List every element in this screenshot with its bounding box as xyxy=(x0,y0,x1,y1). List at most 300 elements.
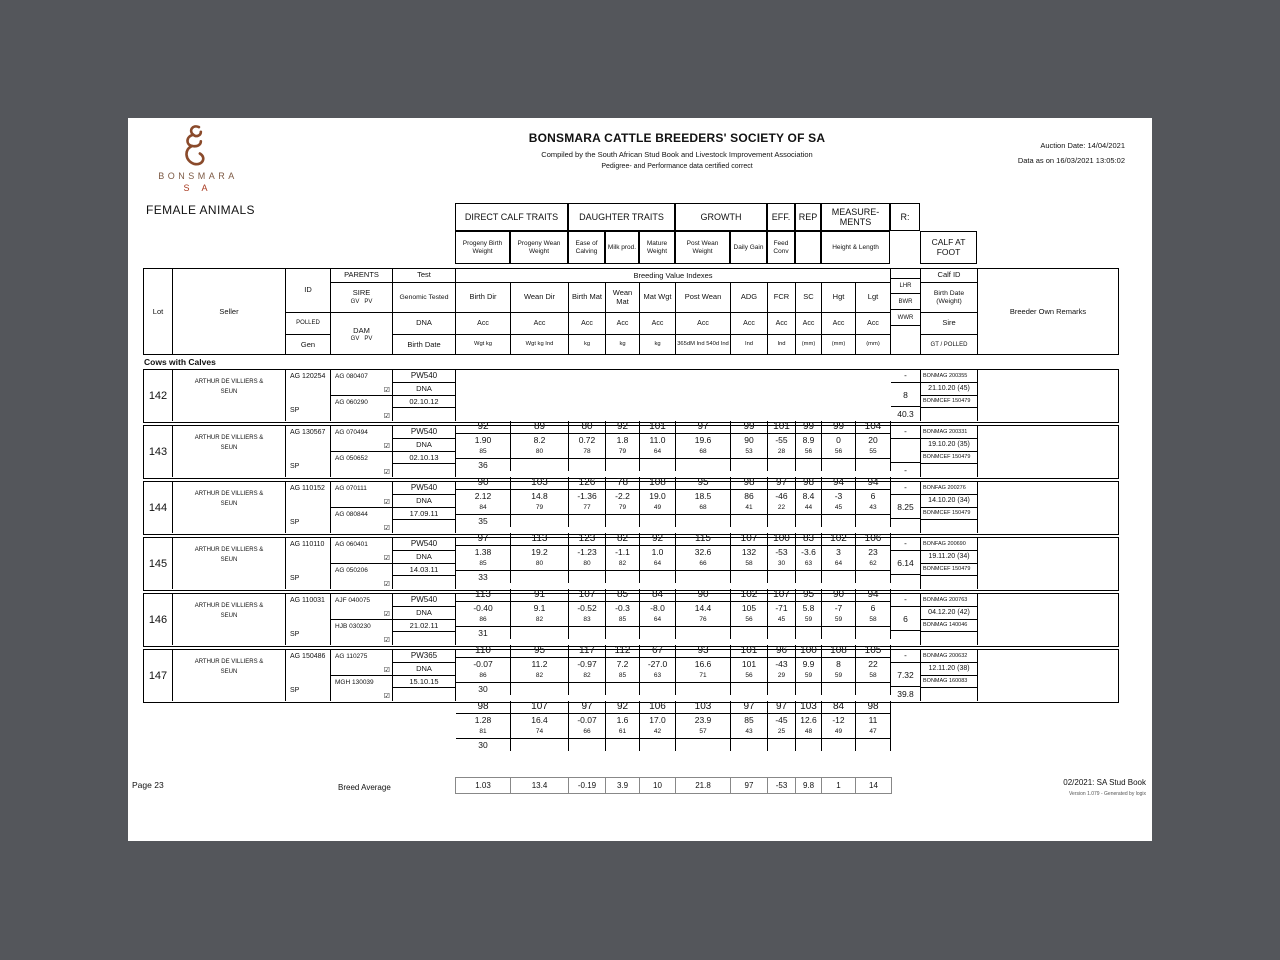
group-label: Cows with Calves xyxy=(144,357,216,367)
index-value: 100 xyxy=(796,645,821,658)
seller-name: ARTHUR DE VILLIERS & SEUN xyxy=(173,426,286,477)
breeding-value: 105 xyxy=(741,603,757,613)
bwr-value: 8.25 xyxy=(891,495,920,519)
weight-kg-value xyxy=(569,627,605,639)
bv-data-column xyxy=(676,589,731,639)
calf-sire-value: BONMCEF 150479 xyxy=(921,396,977,408)
accuracy-value: 66 xyxy=(676,559,730,571)
genomic-tested-label: Genomic Tested xyxy=(393,283,455,313)
calf-id-value: BONMAG 200763 xyxy=(921,594,977,607)
subgroup-progeny-wean-weight: Progeny Wean Weight xyxy=(510,231,568,264)
bv-data-column xyxy=(456,477,511,527)
bv-data-column xyxy=(676,645,731,695)
breed-average-value: 1 xyxy=(822,778,856,793)
accuracy-value: 77 xyxy=(569,503,605,515)
weight-kg-value: 30 xyxy=(478,684,488,694)
index-value: 98 xyxy=(731,477,767,490)
breeding-value: -45 xyxy=(775,715,788,725)
bv-column-name: Wean Mat xyxy=(606,283,639,313)
bv-data-column xyxy=(822,533,856,583)
accuracy-value: 47 xyxy=(856,727,890,739)
bv-column-name: FCR xyxy=(768,283,795,313)
calf-birth-weight: 04.12.20 (42) xyxy=(921,607,977,620)
breeding-value: 6 xyxy=(870,603,876,613)
accuracy-value: 55 xyxy=(856,447,890,459)
index-value: 100 xyxy=(768,533,795,546)
bv-data-column xyxy=(796,645,822,695)
index-value: 98 xyxy=(456,701,510,714)
breeding-value: -43 xyxy=(775,659,788,669)
breed-average-value: 1.03 xyxy=(456,778,511,793)
bv-data-column xyxy=(822,701,856,751)
dam-id-cell xyxy=(331,396,392,422)
bv-data-column xyxy=(796,477,822,527)
test-cell xyxy=(393,482,456,533)
index-value: 94 xyxy=(856,477,890,490)
bv-data-column xyxy=(569,701,606,751)
index-value: 99 xyxy=(796,421,821,434)
col-header-parents xyxy=(331,269,393,354)
index-value: 102 xyxy=(822,533,855,546)
weight-kg-value xyxy=(569,459,605,471)
test-cell-spacer xyxy=(393,632,455,645)
certified-note: Pedigree- and Performance data certified correct xyxy=(601,163,753,170)
dam-id-cell xyxy=(331,452,392,478)
bv-data-column xyxy=(676,533,731,583)
bv-column-header xyxy=(822,283,856,354)
wwr-value xyxy=(891,519,920,533)
accuracy-value: 68 xyxy=(676,503,730,515)
bv-data-column xyxy=(822,589,856,639)
index-value: 97 xyxy=(569,701,605,714)
sire-id: AG 110275 xyxy=(335,653,368,660)
col-header-ratios xyxy=(891,269,921,354)
seller-name: ARTHUR DE VILLIERS & SEUN xyxy=(173,370,286,421)
wwr-value xyxy=(891,575,920,589)
breeder-remarks xyxy=(978,650,1118,701)
animal-birth-date: 02.10.13 xyxy=(393,452,455,464)
id-label: ID xyxy=(286,269,330,313)
breeding-value: 16.4 xyxy=(531,715,548,725)
index-value: 90 xyxy=(456,477,510,490)
bv-column-header xyxy=(456,283,511,354)
col-header-calf xyxy=(921,269,978,354)
bv-column-header xyxy=(856,283,891,354)
index-value: 92 xyxy=(606,421,639,434)
breeding-value: 7.2 xyxy=(616,659,629,669)
accuracy-value: 64 xyxy=(822,559,855,571)
calf-birth-weight: 19.10.20 (35) xyxy=(921,439,977,452)
weight-kg-value xyxy=(569,739,605,751)
index-value: 90 xyxy=(676,589,730,602)
bv-data-column xyxy=(640,589,676,639)
bv-data-column xyxy=(511,701,569,751)
bv-data-column xyxy=(731,421,768,471)
bv-data-column xyxy=(822,477,856,527)
weight-kg-value xyxy=(731,683,767,695)
index-value: 99 xyxy=(822,421,855,434)
bv-data-column xyxy=(731,701,768,751)
gv-checkbox-icon: ☑ xyxy=(383,581,390,588)
accuracy-value: 79 xyxy=(606,503,639,515)
test-type: PW540 xyxy=(393,538,455,551)
bv-data-column xyxy=(456,421,511,471)
bv-data-column xyxy=(796,421,822,471)
weight-kg-value xyxy=(796,459,821,471)
lot-number: 145 xyxy=(144,538,173,589)
dam-gv-pv-label: GV PV xyxy=(350,335,373,342)
bv-acc-label: Acc xyxy=(640,313,675,335)
polled-status: SP xyxy=(290,631,300,638)
breeding-value: 0.72 xyxy=(578,435,596,445)
calf-cell-spacer xyxy=(921,464,977,477)
weight-kg-value xyxy=(796,571,821,583)
ratio-cell xyxy=(891,538,921,589)
wwr-value: - xyxy=(904,465,907,475)
col-header-seller: Seller xyxy=(173,269,286,354)
bv-data-column xyxy=(856,701,891,751)
accuracy-value: 43 xyxy=(731,727,767,739)
index-value: 90 xyxy=(822,589,855,602)
test-cell-spacer xyxy=(393,464,455,477)
weight-kg-value xyxy=(822,739,855,751)
accuracy-value: 30 xyxy=(768,559,795,571)
accuracy-value: 59 xyxy=(796,671,821,683)
accuracy-value: 82 xyxy=(511,615,568,627)
bv-data-column xyxy=(606,477,640,527)
breeding-value: -0.07 xyxy=(577,715,597,725)
bv-data-column xyxy=(856,477,891,527)
weight-kg-value xyxy=(856,739,890,751)
col-header-lot: Lot xyxy=(144,269,173,354)
weight-kg-value xyxy=(676,683,730,695)
breed-average-value: 14 xyxy=(869,781,878,790)
accuracy-value: 85 xyxy=(456,447,510,459)
group-efficiency: EFF. xyxy=(767,203,795,231)
breeding-value: 101 xyxy=(741,659,757,669)
gv-checkbox-icon: ☑ xyxy=(383,442,390,450)
polled-label: POLLED xyxy=(286,313,330,335)
sire-id-cell xyxy=(331,370,392,396)
subgroup-post-wean-weight: Post Wean Weight xyxy=(675,231,730,264)
accuracy-value: 48 xyxy=(796,727,821,739)
breeding-value: 3 xyxy=(836,547,841,557)
document-header xyxy=(427,131,927,170)
calf-birth-weight: 19.11.20 (34) xyxy=(921,551,977,564)
calf-cell xyxy=(921,482,978,533)
seller-name: ARTHUR DE VILLIERS & SEUN xyxy=(173,482,286,533)
subgroup-calf-at-foot: CALF AT FOOT xyxy=(920,231,977,264)
polled-status: SP xyxy=(290,463,300,470)
parents-cell xyxy=(331,594,393,645)
seller-name: ARTHUR DE VILLIERS & SEUN xyxy=(173,594,286,645)
breeding-value: -8.0 xyxy=(650,603,665,613)
index-value: 103 xyxy=(511,477,568,490)
weight-kg-value: 33 xyxy=(478,572,488,582)
bv-column-header xyxy=(511,283,569,354)
animal-id-cell xyxy=(286,482,331,533)
dam-id: HJB 030230 xyxy=(335,622,371,630)
bv-data-column xyxy=(676,477,731,527)
accuracy-value: 80 xyxy=(511,559,568,571)
animal-id-cell xyxy=(286,426,331,477)
accuracy-value: 86 xyxy=(456,615,510,627)
index-value: 107 xyxy=(731,533,767,546)
calf-cell xyxy=(921,650,978,701)
bv-column-header xyxy=(796,283,822,354)
breed-average-value: -53 xyxy=(768,778,796,793)
weight-kg-value xyxy=(796,739,821,751)
index-value: 107 xyxy=(768,589,795,602)
weight-kg-value xyxy=(856,515,890,527)
accuracy-value: 71 xyxy=(676,671,730,683)
accuracy-value: 84 xyxy=(456,503,510,515)
bv-acc-label: Acc xyxy=(606,313,639,335)
accuracy-value: 42 xyxy=(640,727,675,739)
bv-data-column xyxy=(822,645,856,695)
weight-kg-value xyxy=(676,571,730,583)
breeding-value: -53 xyxy=(775,547,788,557)
wwr-value: 40.3 xyxy=(897,409,914,419)
bv-data-column xyxy=(768,533,796,583)
index-value: 92 xyxy=(606,701,639,714)
weight-kg-value xyxy=(511,627,568,639)
weight-kg-value: 30 xyxy=(478,740,488,750)
index-value: 97 xyxy=(768,477,795,490)
bonsmara-logo xyxy=(146,123,250,193)
animal-birth-date: 14.03.11 xyxy=(393,564,455,576)
weight-kg-value xyxy=(856,459,890,471)
polled-status: SP xyxy=(290,575,300,582)
bv-data-column xyxy=(796,589,822,639)
parents-cell xyxy=(331,482,393,533)
breeding-value: -0.97 xyxy=(577,659,597,669)
weight-kg-value xyxy=(640,515,675,527)
weight-kg-value xyxy=(606,571,639,583)
bv-column-header xyxy=(768,283,796,354)
bv-data-column xyxy=(511,589,569,639)
breeder-remarks xyxy=(978,594,1118,645)
sire-header xyxy=(331,283,392,313)
breeding-value: -0.52 xyxy=(577,603,597,613)
animal-birth-date: 15.10.15 xyxy=(393,676,455,688)
breeding-value: -27.0 xyxy=(647,659,668,669)
page-title: FEMALE ANIMALS xyxy=(146,203,255,217)
animal-id-cell xyxy=(286,594,331,645)
accuracy-value: 74 xyxy=(511,727,568,739)
index-value: 85 xyxy=(606,589,639,602)
accuracy-value: 45 xyxy=(822,503,855,515)
lhr-value: - xyxy=(891,426,920,439)
dam-label: DAM xyxy=(353,325,370,335)
index-value: 95 xyxy=(511,645,568,658)
bwr-label: BWR xyxy=(891,294,920,310)
weight-kg-value xyxy=(676,515,730,527)
dam-id: AG 060290 xyxy=(335,398,368,406)
dam-id: AG 050652 xyxy=(335,454,368,462)
calf-cell-spacer xyxy=(921,520,977,533)
accuracy-value: 86 xyxy=(456,671,510,683)
accuracy-value: 57 xyxy=(676,727,730,739)
index-value: 94 xyxy=(856,589,890,602)
bv-acc-label: Acc xyxy=(768,313,795,335)
accuracy-value: 85 xyxy=(456,559,510,571)
ratio-cell xyxy=(891,370,921,421)
breeding-value: 32.6 xyxy=(694,547,712,557)
breeding-value: -55 xyxy=(775,435,788,445)
seller-name: ARTHUR DE VILLIERS & SEUN xyxy=(173,538,286,589)
breed-average-value: -0.19 xyxy=(569,778,606,793)
bv-data-column xyxy=(768,645,796,695)
index-value: 97 xyxy=(456,533,510,546)
calf-cell-spacer xyxy=(921,632,977,645)
footer-right xyxy=(1063,778,1146,797)
weight-kg-value xyxy=(768,571,795,583)
table-header xyxy=(143,268,1119,355)
accuracy-value: 45 xyxy=(768,615,795,627)
version-label: Version 1.079 - Generated by logix xyxy=(1069,791,1146,797)
edition-label: 02/2021: SA Stud Book xyxy=(1063,778,1146,787)
animal-birth-date: 21.02.11 xyxy=(393,620,455,632)
gv-checkbox-icon: ☑ xyxy=(383,498,390,506)
bv-data-column xyxy=(768,421,796,471)
calf-cell xyxy=(921,594,978,645)
weight-kg-value xyxy=(569,515,605,527)
weight-kg-value: 31 xyxy=(478,628,488,638)
weight-kg-value xyxy=(822,683,855,695)
index-value: 84 xyxy=(640,589,675,602)
weight-kg-value xyxy=(676,739,730,751)
calf-sire-value: BONMAG 160083 xyxy=(921,676,977,688)
breeding-value: -1.23 xyxy=(577,547,597,557)
test-type: PW540 xyxy=(393,426,455,439)
subgroup-mature-weight: Mature Weight xyxy=(639,231,675,264)
accuracy-value: 62 xyxy=(856,559,890,571)
accuracy-value: 85 xyxy=(606,615,639,627)
breeding-value: 8.2 xyxy=(533,435,546,445)
breeding-value: 11.2 xyxy=(531,659,548,669)
calf-cell xyxy=(921,370,978,421)
breeding-value: 8 xyxy=(836,659,841,669)
page-number: Page 23 xyxy=(132,780,164,790)
breeding-value: -3 xyxy=(834,491,843,501)
bwr-value: 7.32 xyxy=(891,663,920,687)
weight-kg-value xyxy=(768,459,795,471)
subgroup-daily-gain: Daily Gain xyxy=(730,231,767,264)
bv-unit-label: Ind xyxy=(777,341,786,348)
group-growth: GROWTH xyxy=(675,203,767,231)
accuracy-value: 56 xyxy=(731,671,767,683)
index-value: 94 xyxy=(822,477,855,490)
bv-unit-label: Wgt kg xyxy=(473,341,493,348)
group-measurements: MEASURE-MENTS xyxy=(821,203,890,231)
breeding-value: 11.0 xyxy=(649,435,666,445)
accuracy-value: 58 xyxy=(731,559,767,571)
bv-unit-label: Wgt kg Ind xyxy=(525,341,554,348)
breeding-value: 16.6 xyxy=(694,659,712,669)
test-cell xyxy=(393,650,456,701)
bwr-value: 8 xyxy=(891,383,920,407)
breeding-value: 1.38 xyxy=(474,547,492,557)
calf-id-label: Calf ID xyxy=(921,269,977,283)
test-cell-spacer xyxy=(393,688,455,701)
test-cell xyxy=(393,594,456,645)
weight-kg-value xyxy=(640,459,675,471)
sire-id-cell xyxy=(331,538,392,564)
parents-label: PARENTS xyxy=(331,269,392,283)
polled-status: SP xyxy=(290,519,300,526)
index-value: 115 xyxy=(676,533,730,546)
index-value: 107 xyxy=(511,701,568,714)
dam-id-cell xyxy=(331,564,392,590)
animal-rows xyxy=(143,369,1119,750)
bv-data-column xyxy=(856,533,891,583)
bv-data-column xyxy=(606,533,640,583)
breeding-value: 23.9 xyxy=(694,715,712,725)
dna-flag: DNA xyxy=(393,439,455,452)
test-cell-spacer xyxy=(393,408,455,421)
weight-kg-value xyxy=(796,627,821,639)
gv-checkbox-icon: ☑ xyxy=(383,693,390,700)
bv-data-column xyxy=(676,421,731,471)
col-header-remarks: Breeder Own Remarks xyxy=(1009,307,1087,316)
subgroup-height-length: Height & Length xyxy=(821,231,890,264)
bv-data-column xyxy=(569,533,606,583)
bv-acc-label: Acc xyxy=(676,313,730,335)
bv-column-name: Post Wean xyxy=(676,283,730,313)
lot-number: 147 xyxy=(144,650,173,701)
breeding-value: -46 xyxy=(775,491,788,501)
bv-data-column xyxy=(456,701,511,751)
bv-data-column xyxy=(822,421,856,471)
accuracy-value: 81 xyxy=(456,727,510,739)
index-value: 82 xyxy=(606,533,639,546)
gen-label: Gen xyxy=(300,340,316,349)
index-value: 105 xyxy=(856,645,890,658)
bv-data-column xyxy=(640,533,676,583)
weight-kg-value xyxy=(796,683,821,695)
calf-sire-value: BONMCEF 150479 xyxy=(921,508,977,520)
bv-column-header xyxy=(640,283,676,354)
weight-kg-value xyxy=(511,459,568,471)
breeding-value: 17.0 xyxy=(649,715,666,725)
breeding-value: 19.2 xyxy=(531,547,548,557)
calf-birth-date-label: Birth Date (Weight) xyxy=(921,283,977,313)
animal-id: AG 130567 xyxy=(290,429,326,436)
animal-id: AG 110152 xyxy=(290,485,325,492)
index-value: 113 xyxy=(456,589,510,602)
bv-unit-label: kg xyxy=(654,341,661,348)
breed-average-value: 13.4 xyxy=(511,778,569,793)
subgroup-ease-of-calving: Ease of Calving xyxy=(568,231,605,264)
accuracy-value: 58 xyxy=(856,615,890,627)
accuracy-value: 28 xyxy=(768,447,795,459)
bv-column-name: ADG xyxy=(731,283,767,313)
bv-data-column xyxy=(731,645,768,695)
sire-gv-pv-label: GV PV xyxy=(350,298,373,305)
gt-polled-label: GT / POLLED xyxy=(930,341,968,348)
accuracy-value: 59 xyxy=(822,671,855,683)
trait-group-header xyxy=(455,203,977,264)
animal-id-cell xyxy=(286,370,331,421)
breeding-value: 18.5 xyxy=(694,491,712,501)
breeding-value: 14.4 xyxy=(694,603,712,613)
bv-data-column xyxy=(796,533,822,583)
index-value: 97 xyxy=(676,421,730,434)
index-value: 93 xyxy=(676,645,730,658)
animal-birth-date: 17.09.11 xyxy=(393,508,455,520)
test-cell-spacer xyxy=(393,576,455,589)
